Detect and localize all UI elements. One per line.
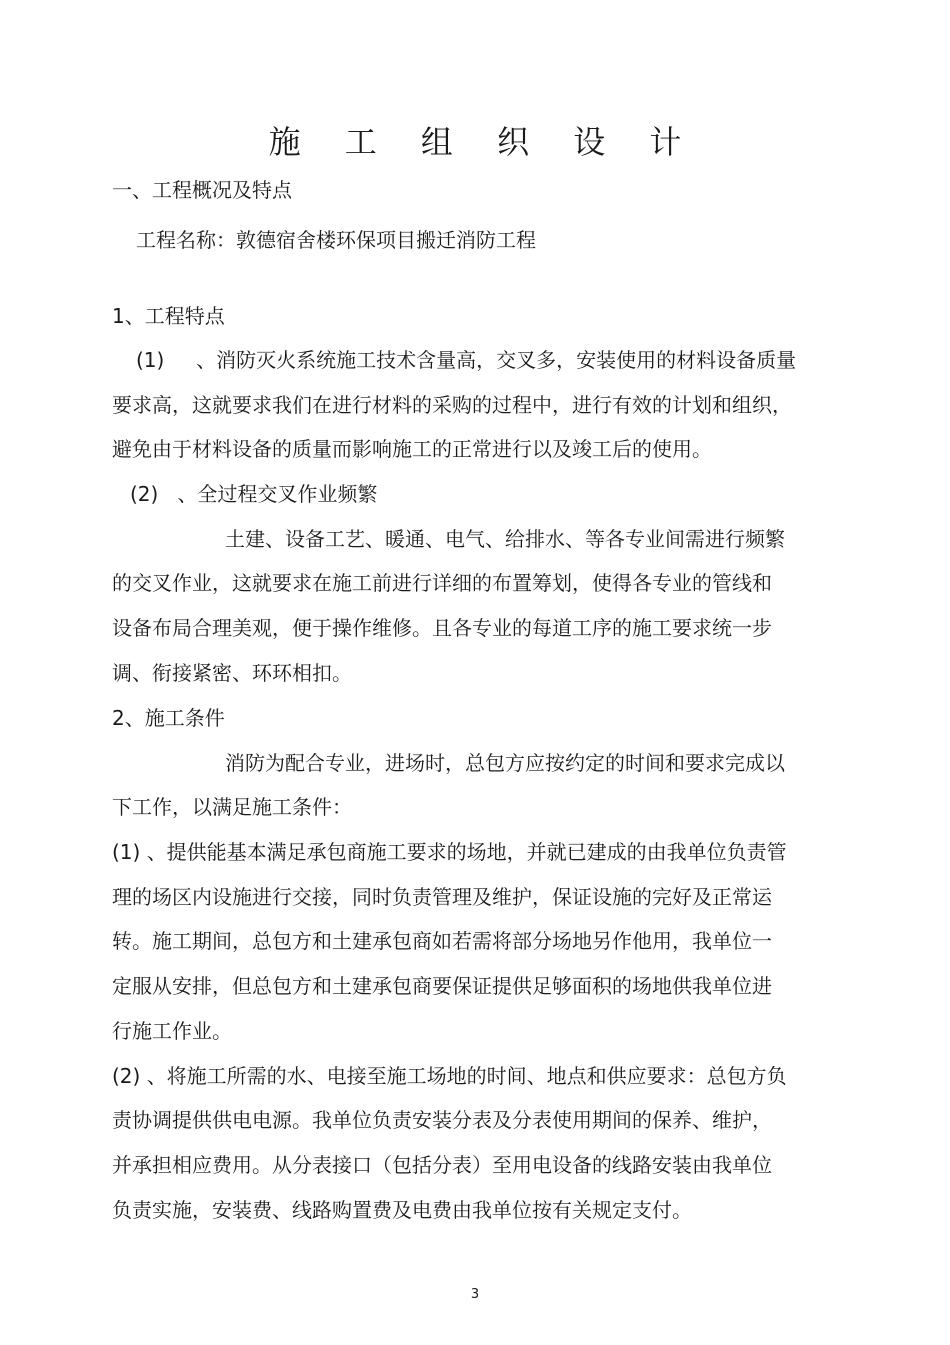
paragraph-line: 土建、设备工艺、暖通、电气、给排水、等各专业间需进行频繁 [225,527,785,551]
paragraph-line: (2) 、将施工所需的水、电接至施工场地的时间、地点和供应要求：总包方负 [112,1064,787,1088]
paragraph-line: 理的场区内设施进行交接，同时负责管理及维护，保证设施的完好及正常运 [112,885,772,909]
paragraph-line: 转。施工期间，总包方和土建承包商如若需将部分场地另作他用，我单位一 [112,929,772,953]
paragraph-line: 定服从安排，但总包方和土建承包商要保证提供足够面积的场地供我单位进 [112,974,772,998]
paragraph-line: 设备布局合理美观，便于操作维修。且各专业的每道工序的施工要求统一步 [112,616,772,640]
paragraph-line: (1) 、提供能基本满足承包商施工要求的场地，并就已建成的由我单位负责管 [112,840,787,864]
paragraph-line: 要求高，这就要求我们在进行材料的采购的过程中，进行有效的计划和组织， [112,393,792,417]
paragraph-line: 责协调提供供电电源。我单位负责安装分表及分表使用期间的保养、维护， [112,1108,772,1132]
section-heading: 一、工程概况及特点 [112,178,292,202]
paragraph-line: (1) 、消防灭火系统施工技术含量高，交叉多，安装使用的材料设备质量 [136,348,797,372]
paragraph-line: 避免由于材料设备的质量而影响施工的正常进行以及竣工后的使用。 [112,437,712,461]
paragraph-line: 的交叉作业，这就要求在施工前进行详细的布置筹划，使得各专业的管线和 [112,571,772,595]
paragraph-line: 并承担相应费用。从分表接口（包括分表）至用电设备的线路安装由我单位 [112,1153,772,1177]
project-name-line: 工程名称：敦德宿舍楼环保项目搬迁消防工程 [136,228,536,252]
paragraph-line: 消防为配合专业，进场时，总包方应按约定的时间和要求完成以 [225,751,785,775]
paragraph-line: 行施工作业。 [112,1019,232,1043]
page-number: 3 [470,1287,480,1302]
paragraph-line: 负责实施，安装费、线路购置费及电费由我单位按有关规定支付。 [112,1198,692,1222]
paragraph-line: 下工作，以满足施工条件： [112,795,352,819]
paragraph-line: 调、衔接紧密、环环相扣。 [112,661,352,685]
item-heading: (2) 、全过程交叉作业频繁 [130,482,378,506]
subsection-heading: 2、施工条件 [112,706,225,730]
subsection-heading: 1、工程特点 [112,304,225,328]
document-title: 施 工 组 织 设 计 [268,123,699,161]
